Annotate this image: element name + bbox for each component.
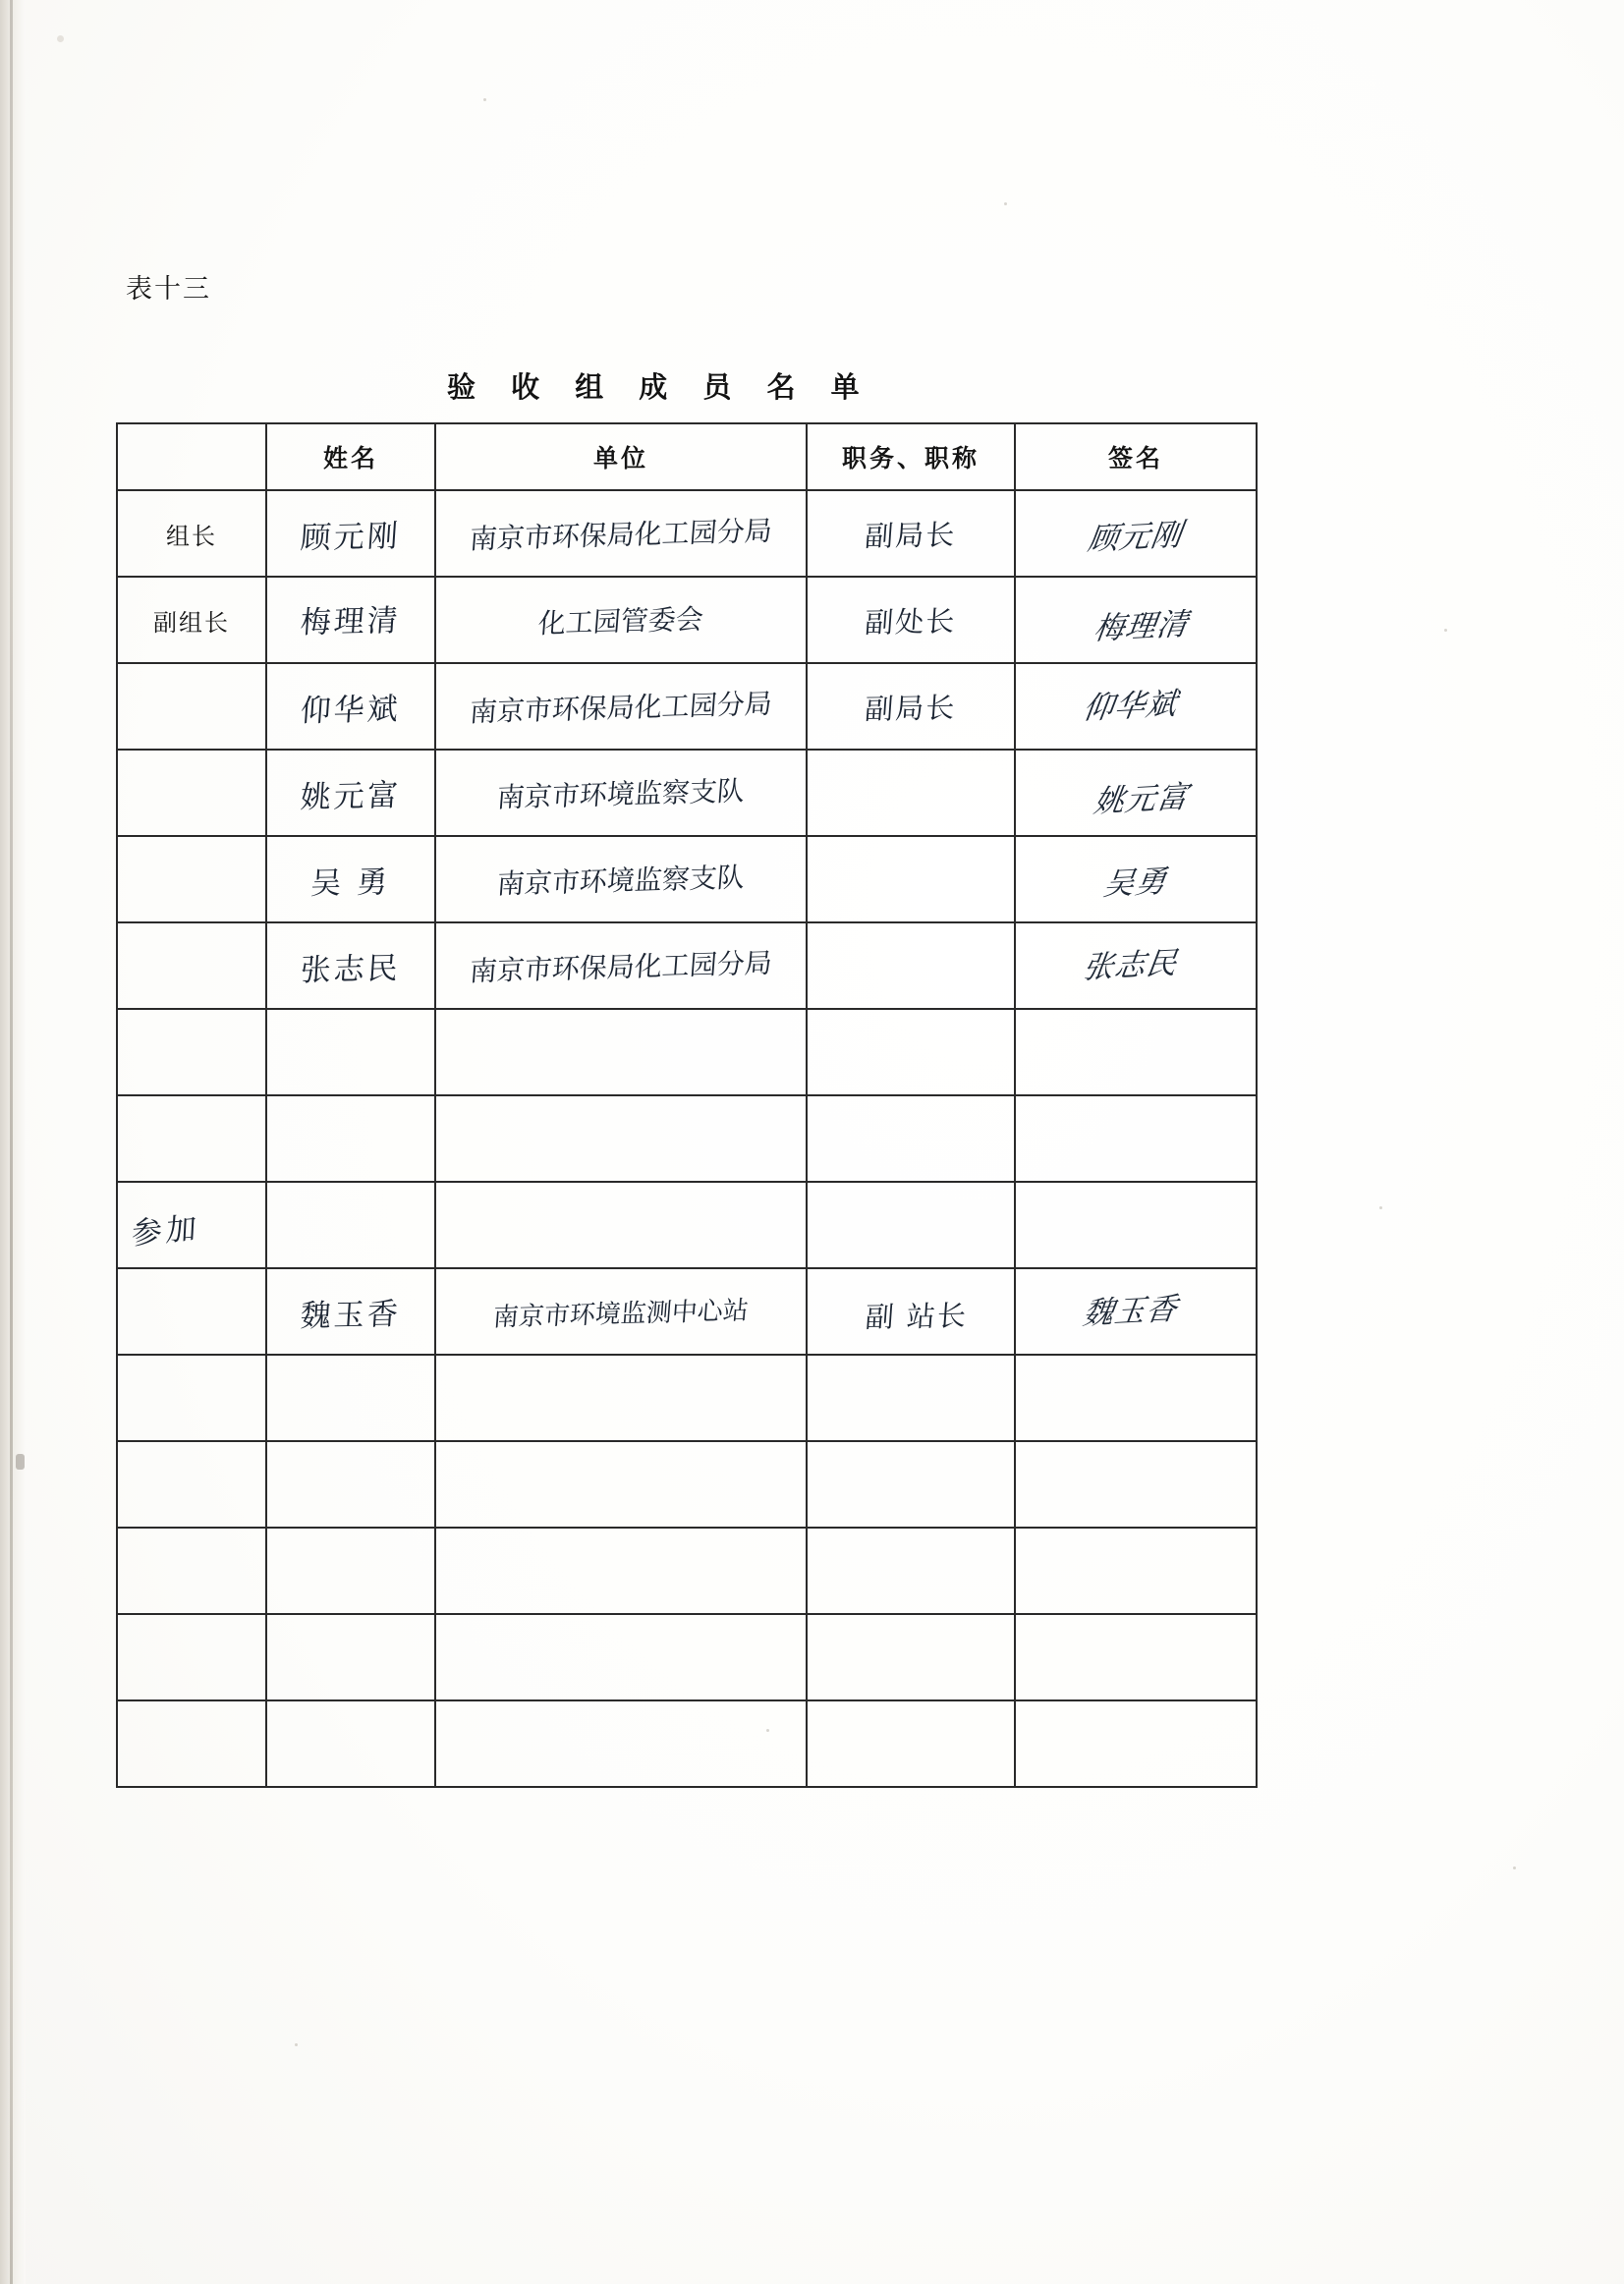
table-row — [117, 1268, 1257, 1355]
handwritten-name — [267, 1396, 434, 1400]
handwritten-unit — [436, 1220, 806, 1230]
handwritten-signature: 吴勇 — [1100, 863, 1170, 903]
handwritten-name: 魏玉香 — [299, 1296, 402, 1334]
cell-title — [807, 1268, 1015, 1355]
scan-binding-edge — [0, 0, 26, 2284]
handwritten-title — [808, 1050, 1014, 1054]
table-header-row — [117, 423, 1257, 490]
handwritten-name: 张志民 — [299, 950, 402, 988]
cell-name — [266, 1700, 435, 1787]
handwritten-unit — [436, 1739, 806, 1749]
handwritten-title — [808, 1396, 1014, 1400]
handwritten-signature: 仰华斌 — [1081, 685, 1180, 727]
handwritten-title — [808, 1742, 1014, 1746]
scan-noise-dot — [1379, 1206, 1382, 1209]
cell-role — [117, 1700, 266, 1787]
handwritten-signature: 张志民 — [1081, 944, 1180, 986]
cell-name — [266, 577, 435, 663]
handwritten-unit: 南京市环境监察支队 — [495, 774, 747, 814]
cell-name — [266, 663, 435, 750]
cell-role — [117, 836, 266, 922]
cell-name — [266, 836, 435, 922]
page-title: 验 收 组 成 员 名 单 — [447, 370, 872, 404]
cell-signature — [1015, 1528, 1257, 1614]
table-row — [117, 1700, 1257, 1787]
handwritten-unit — [436, 1393, 806, 1403]
cell-name — [266, 1009, 435, 1095]
cell-role — [117, 1614, 266, 1700]
cell-title — [807, 1095, 1015, 1182]
cell-role — [117, 1441, 266, 1528]
cell-role — [117, 663, 266, 750]
handwritten-name — [267, 1050, 434, 1054]
handwritten-name: 仰华斌 — [299, 691, 402, 729]
table-row — [117, 836, 1257, 922]
table-row — [117, 1441, 1257, 1528]
handwritten-unit: 化工园管委会 — [536, 602, 705, 641]
handwritten-unit: 南京市环保局化工园分局 — [468, 514, 774, 556]
cell-unit — [435, 922, 807, 1009]
cell-title — [807, 1441, 1015, 1528]
cell-unit — [435, 1009, 807, 1095]
cell-role — [117, 922, 266, 1009]
handwritten-name: 吴 勇 — [309, 863, 392, 902]
cell-signature — [1015, 663, 1257, 750]
handwritten-name: 梅理清 — [299, 602, 402, 641]
handwritten-unit — [436, 1566, 806, 1576]
handwritten-title: 副处长 — [864, 603, 958, 640]
table-row — [117, 750, 1257, 836]
handwritten-unit — [436, 1134, 806, 1143]
handwritten-title — [808, 1569, 1014, 1573]
roster-table — [116, 422, 1258, 1788]
handwritten-name — [267, 1569, 434, 1573]
cell-title — [807, 1182, 1015, 1268]
cell-unit — [435, 1700, 807, 1787]
handwritten-unit: 南京市环保局化工园分局 — [468, 687, 774, 729]
scan-speckle — [16, 1454, 25, 1470]
scan-noise-dot — [1444, 629, 1447, 632]
cell-unit — [435, 1355, 807, 1441]
cell-unit — [435, 1095, 807, 1182]
table-row — [117, 1009, 1257, 1095]
cell-unit — [435, 750, 807, 836]
header-cell-unit: 单位 — [435, 423, 807, 490]
handwritten-signature — [1016, 1219, 1256, 1232]
cell-role — [117, 1182, 266, 1268]
cell-title — [807, 1700, 1015, 1787]
scan-noise-dot — [483, 98, 486, 101]
cell-role: 组长 — [117, 490, 266, 577]
handwritten-title: 副局长 — [864, 517, 958, 553]
handwritten-name — [267, 1137, 434, 1141]
handwritten-title — [808, 1482, 1014, 1486]
cell-unit — [435, 1528, 807, 1614]
header-cell-signature: 签名 — [1015, 423, 1257, 490]
cell-title — [807, 1528, 1015, 1614]
handwritten-name — [267, 1223, 434, 1227]
scan-speckle — [57, 35, 64, 42]
cell-signature — [1015, 1700, 1257, 1787]
cell-role — [117, 1268, 266, 1355]
cell-unit — [435, 836, 807, 922]
cell-role — [117, 1009, 266, 1095]
cell-title — [807, 1614, 1015, 1700]
cell-title — [807, 663, 1015, 750]
table-row — [117, 1182, 1257, 1268]
cell-signature — [1015, 1441, 1257, 1528]
cell-signature — [1015, 1009, 1257, 1095]
cell-title — [807, 750, 1015, 836]
handwritten-title — [808, 791, 1014, 795]
form-number: 表十三 — [126, 274, 211, 305]
table-row — [117, 922, 1257, 1009]
table-row — [117, 577, 1257, 663]
cell-signature — [1015, 922, 1257, 1009]
handwritten-title: 副局长 — [864, 690, 958, 726]
scan-noise-dot — [1513, 1866, 1516, 1869]
cell-name — [266, 922, 435, 1009]
handwritten-signature — [1016, 1133, 1256, 1145]
cell-unit — [435, 1614, 807, 1700]
header-cell-role — [117, 423, 266, 490]
handwritten-unit — [436, 1047, 806, 1057]
cell-name — [266, 490, 435, 577]
cell-unit — [435, 663, 807, 750]
cell-title — [807, 577, 1015, 663]
cell-name — [266, 1355, 435, 1441]
cell-name — [266, 1268, 435, 1355]
handwritten-title — [808, 1655, 1014, 1659]
handwritten-title: 副 站长 — [864, 1298, 970, 1334]
cell-role — [117, 1355, 266, 1441]
cell-title — [807, 836, 1015, 922]
handwritten-signature — [1016, 1392, 1256, 1405]
cell-unit — [435, 490, 807, 577]
cell-signature — [1015, 750, 1257, 836]
handwritten-signature: 梅理清 — [1092, 605, 1191, 647]
handwritten-unit: 南京市环保局化工园分局 — [468, 946, 774, 988]
cell-title — [807, 922, 1015, 1009]
cell-name — [266, 1095, 435, 1182]
header-cell-title: 职务、职称 — [807, 423, 1015, 490]
handwritten-title — [808, 877, 1014, 881]
cell-title — [807, 1355, 1015, 1441]
cell-title — [807, 490, 1015, 577]
table-row — [117, 1095, 1257, 1182]
table-row — [117, 1528, 1257, 1614]
scan-noise-dot — [1004, 202, 1007, 205]
handwritten-unit: 南京市环境监察支队 — [495, 861, 747, 901]
handwritten-name — [267, 1482, 434, 1486]
cell-unit — [435, 1441, 807, 1528]
handwritten-title — [808, 1137, 1014, 1141]
handwritten-note-participants: 参加 — [131, 1209, 201, 1252]
cell-signature — [1015, 1095, 1257, 1182]
handwritten-signature — [1016, 1651, 1256, 1664]
cell-title — [807, 1009, 1015, 1095]
cell-role — [117, 1095, 266, 1182]
handwritten-unit — [436, 1652, 806, 1662]
cell-name — [266, 1182, 435, 1268]
handwritten-signature: 姚元富 — [1092, 778, 1191, 820]
cell-signature — [1015, 577, 1257, 663]
cell-role: 副组长 — [117, 577, 266, 663]
table-row — [117, 490, 1257, 577]
cell-signature — [1015, 490, 1257, 577]
cell-name — [266, 1441, 435, 1528]
cell-signature — [1015, 836, 1257, 922]
handwritten-title — [808, 964, 1014, 968]
handwritten-name — [267, 1655, 434, 1659]
cell-role — [117, 750, 266, 836]
handwritten-unit — [436, 1479, 806, 1489]
handwritten-signature — [1016, 1565, 1256, 1578]
cell-signature — [1015, 1614, 1257, 1700]
roster-table-container — [116, 422, 1256, 1788]
handwritten-name — [267, 1742, 434, 1746]
cell-role — [117, 1528, 266, 1614]
cell-unit — [435, 1268, 807, 1355]
handwritten-signature — [1016, 1478, 1256, 1491]
scan-noise-dot — [295, 2043, 298, 2046]
handwritten-signature: 魏玉香 — [1081, 1290, 1180, 1332]
cell-unit — [435, 1182, 807, 1268]
cell-name — [266, 1528, 435, 1614]
handwritten-signature — [1016, 1046, 1256, 1059]
handwritten-signature — [1016, 1738, 1256, 1751]
table-row — [117, 1355, 1257, 1441]
cell-name — [266, 750, 435, 836]
cell-signature — [1015, 1268, 1257, 1355]
handwritten-unit: 南京市环境监测中心站 — [491, 1295, 750, 1333]
cell-signature — [1015, 1182, 1257, 1268]
table-row — [117, 1614, 1257, 1700]
table-row — [117, 663, 1257, 750]
handwritten-name: 顾元刚 — [299, 518, 402, 556]
cell-signature — [1015, 1355, 1257, 1441]
handwritten-signature: 顾元刚 — [1086, 516, 1185, 558]
handwritten-name: 姚元富 — [299, 777, 402, 815]
cell-name — [266, 1614, 435, 1700]
header-cell-name: 姓名 — [266, 423, 435, 490]
cell-unit — [435, 577, 807, 663]
handwritten-title — [808, 1223, 1014, 1227]
